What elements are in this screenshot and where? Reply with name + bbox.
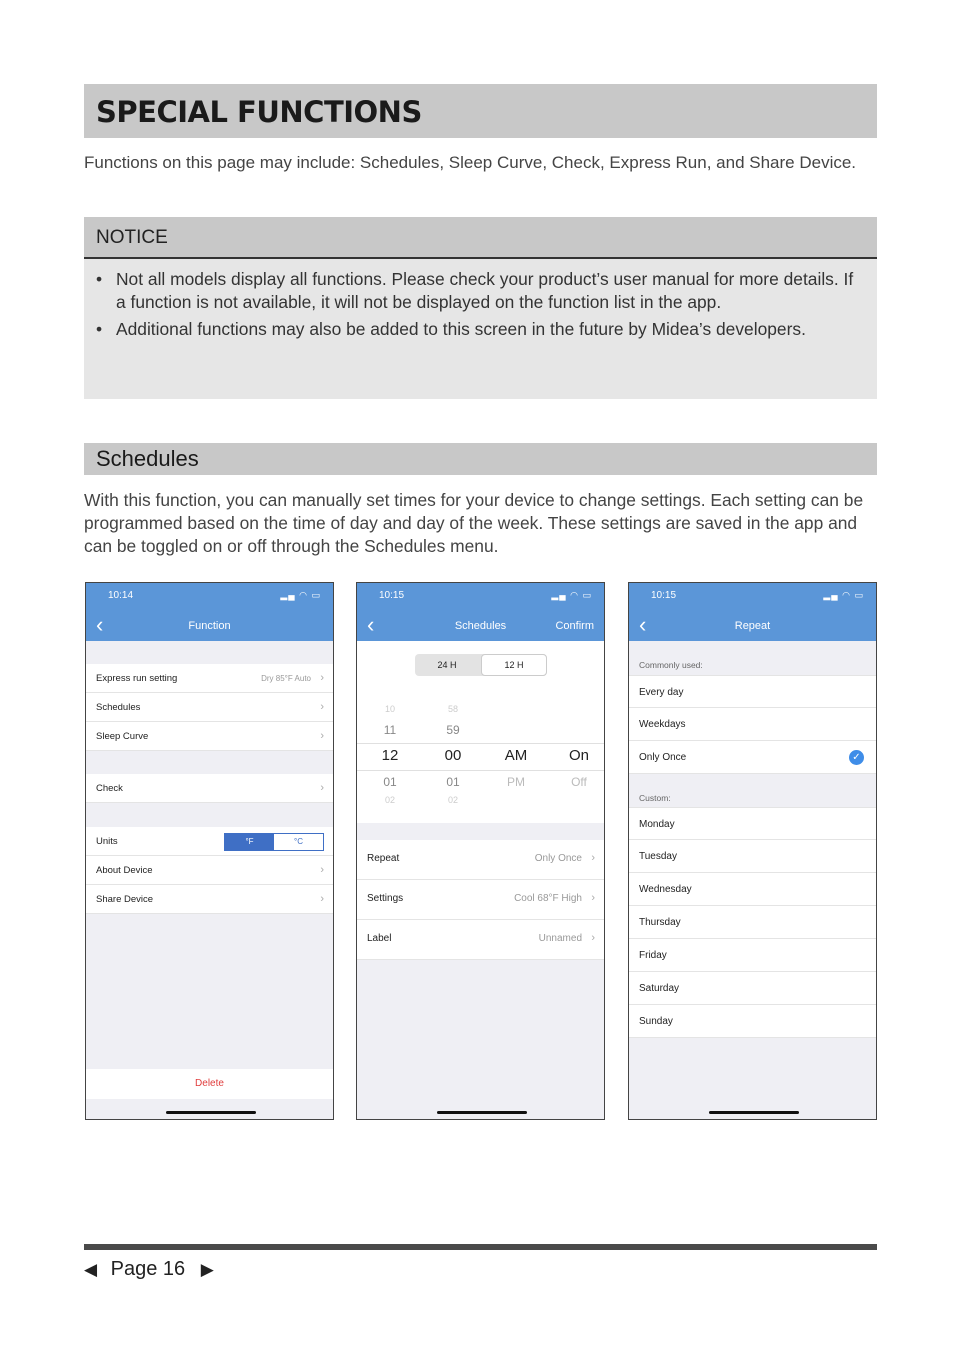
chevron-right-icon: › [320,864,324,876]
chevron-right-icon: › [591,892,595,904]
next-page-icon[interactable]: ▶ [200,1260,214,1279]
picker-hour[interactable]: 11 [383,723,397,737]
chevron-right-icon: › [591,852,595,864]
home-indicator [709,1111,799,1114]
picker-minute[interactable]: 58 [447,704,458,714]
footer-rule [84,1244,877,1250]
previous-page-icon[interactable]: ◀ [84,1260,98,1279]
row-sleep-curve[interactable]: Sleep Curve › [86,722,333,751]
picker-ampm[interactable]: PM [507,775,525,789]
page-title: SPECIAL FUNCTIONS [96,95,422,129]
app-bar [357,583,604,641]
picker-minute[interactable]: 59 [446,723,460,737]
day-option[interactable]: Friday [629,939,876,972]
delete-row [86,1069,333,1099]
picker-divider [357,770,604,771]
section-heading: Schedules [96,446,199,471]
units-toggle[interactable] [224,833,324,851]
time-picker [357,641,604,823]
chevron-right-icon: › [320,782,324,794]
unit-celsius[interactable]: °C [294,837,303,846]
row-share-device[interactable]: Share Device › [86,885,333,914]
picker-minute[interactable]: 01 [446,775,460,789]
day-option[interactable]: Saturday [629,972,876,1005]
status-icons: ▂▄ ◠ ▭ [823,590,864,600]
screen-title: Function [188,620,231,632]
repeat-option[interactable]: Every day [629,675,876,708]
phone-repeat-screen [628,582,877,1120]
check-icon: ✓ [849,750,864,765]
row-schedules[interactable]: Schedules › [86,693,333,722]
bullet-icon: • [96,269,103,289]
picker-hour[interactable]: 10 [384,704,395,714]
chevron-right-icon: › [320,893,324,905]
app-bar [86,583,333,641]
hour-format-toggle[interactable] [415,654,547,676]
picker-onoff-selected[interactable]: On [568,747,589,764]
status-time: 10:15 [651,590,677,601]
intro-text: Functions on this page may include: Schedules, Sleep Curve, Check, Express Run, and Share Device. [84,153,857,172]
status-icons: ▂▄ ◠ ▭ [280,590,321,600]
notice-bullet: • Additional functions may also be added to this screen in the future by Midea’s developers. [96,319,806,339]
custom-group-label: Custom: [639,793,671,803]
status-time: 10:14 [108,590,134,601]
row-label[interactable]: Label Unnamed › [357,920,604,960]
format-12h[interactable]: 12 H [481,654,547,676]
back-arrow-icon[interactable]: ‹ [367,612,375,637]
chevron-right-icon: › [320,730,324,742]
day-option[interactable]: Wednesday [629,873,876,906]
picker-ampm-selected[interactable]: AM [504,747,528,764]
chevron-right-icon: › [591,932,595,944]
picker-hour[interactable]: 01 [383,775,397,789]
section-text: With this function, you can manually set times for your device to change settings. Each setting can be programmed based on the time of day and day of the week. These settings are saved in the app and can be toggled on or off through the Schedules menu. [84,490,864,556]
row-about-device[interactable]: About Device › [86,856,333,885]
picker-minute[interactable]: 02 [447,795,458,805]
title-bar [84,84,877,138]
day-option[interactable]: Tuesday [629,840,876,873]
chevron-right-icon: › [320,701,324,713]
row-express-run[interactable]: Express run setting Dry 85°F Auto › [86,664,333,693]
row-settings[interactable]: Settings Cool 68°F High › [357,880,604,920]
notice-heading: NOTICE [96,227,168,248]
status-icons: ▂▄ ◠ ▭ [551,590,592,600]
unit-fahrenheit[interactable]: °F [225,834,274,850]
status-time: 10:15 [379,590,405,601]
phone-schedules-screen [356,582,605,1120]
notice-box [84,217,877,399]
day-option[interactable]: Thursday [629,906,876,939]
day-option[interactable]: Monday [629,807,876,840]
notice-header [84,217,877,259]
picker-hour[interactable]: 02 [384,795,395,805]
back-arrow-icon[interactable]: ‹ [96,612,104,637]
picker-minute-selected[interactable]: 00 [444,747,462,764]
common-group-label: Commonly used: [639,660,703,670]
screen-title: Repeat [734,620,771,632]
delete-button[interactable]: Delete [195,1078,224,1089]
repeat-option[interactable]: Weekdays [629,708,876,741]
page-number: Page 16 [110,1258,186,1280]
picker-onoff[interactable]: Off [571,775,587,789]
day-option[interactable]: Sunday [629,1005,876,1038]
bullet-icon: • [96,319,103,339]
app-bar [629,583,876,641]
phone-function-screen [85,582,334,1120]
notice-bullet: • Not all models display all functions. Please check your product’s user manual for more details. If a function is not available, it will not be displayed on the function list in the app. [96,269,854,312]
confirm-button[interactable]: Confirm [555,620,594,632]
screen-title: Schedules [454,620,507,632]
notice-list [84,259,877,341]
page-footer [84,1258,214,1281]
home-indicator [166,1111,256,1114]
back-arrow-icon[interactable]: ‹ [639,612,647,637]
picker-hour-selected[interactable]: 12 [381,747,399,764]
chevron-right-icon: › [320,672,324,684]
row-units: Units °F °C [86,827,333,856]
row-check[interactable]: Check › [86,774,333,803]
section-bar [84,443,877,475]
row-repeat[interactable]: Repeat Only Once › [357,840,604,880]
format-24h[interactable]: 24 H [437,660,457,670]
home-indicator [437,1111,527,1114]
picker-divider [357,743,604,744]
repeat-option-selected[interactable]: Only Once ✓ [629,741,876,774]
